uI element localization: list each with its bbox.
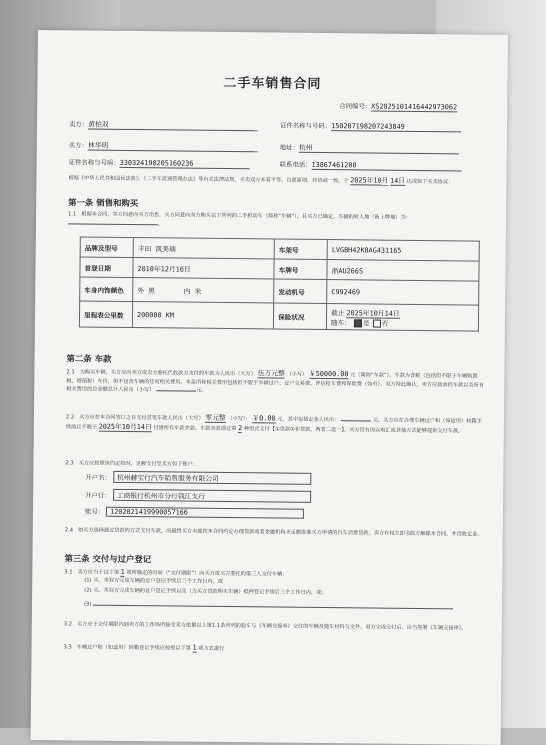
mileage-value: 200000 KM [132,302,273,329]
clause-3-1-option-3 [84,601,453,613]
color-value [133,278,274,303]
contract-number [339,101,457,111]
clause-text: 元。买方应在办理车辆过户和（如适用）转籍手续前且不晚于 [65,417,482,431]
bank-row [85,489,313,503]
contract-number-label: 合同编号： [339,102,372,111]
clause-1-1 [68,210,488,232]
insurance-value [327,304,479,332]
clause-2-3 [65,459,198,469]
mileage-label: 里程表公里数 [79,301,132,328]
plate-label: 车牌号 [274,259,327,280]
buyer-cert-number: 330324198205160236 [120,159,250,169]
document-title: 二手车销售合同 [223,75,322,92]
clause-text: 项方式进行 [198,645,225,652]
buyer-cert-label: 证件名称与号码： [68,158,120,167]
address-label: 地址： [279,143,299,152]
clause-text: （小写） [286,371,308,378]
seller-cert-label: 证件名称与号码： [279,121,332,131]
brand-label: 品牌及型号 [80,237,133,258]
contract-page [31,30,508,745]
insurance-with-label: 随车： [331,318,351,327]
clause-text: 元。 [196,387,207,394]
clause-text: 元（简称“车款”）。车款为含税（包括但不限于车辆购置税、增值税）车价，但不包含车辆的任何相关费用。本条所称相关费用包括但不限于车辆过户、过户交易费、评估检车费和保险费（如有）。双方特此确认，卖方应就承担车款以及所有相关费用的总金额总计人民币（小写） [66,372,484,394]
clause-text: 卖方应当于以下第 [77,569,120,576]
clause-number: 2.2 [65,414,75,421]
first-payment-upper: 零元整 [205,413,226,422]
price-upper: 伍万元整 [257,369,285,378]
buyer-name: 林华明 [88,140,258,153]
reg-date-value: 2010年12月16日 [133,258,274,279]
preamble-text: 根据《中华人民共和国民法典》、《二手车流通管理办法》等有关法律法规，买卖双方本着平等、自愿原则，经协商一致，于 [68,175,349,185]
clause-end: 。 [157,220,164,227]
preamble [68,173,488,187]
seller-row [69,118,258,131]
account-number-value: 1202021419990057166 [106,507,304,519]
insurance-until-label: 截止 [331,308,345,317]
clause-2-1 [66,367,486,398]
seller-name: 黄柏双 [88,119,258,132]
checkbox-no-label: 否 [381,319,389,328]
clause-number: 2.3 [65,460,74,467]
preamble-date: 2025年10月 [350,176,389,185]
clause-number: 1.1 [68,211,77,218]
account-name-row [85,471,313,485]
clause-3-1-option-2: (2) 买、卖双方完成车辆的过户登记手续以及（为买方贷款购买车辆）抵押登记手续后三个工作日内，或； [84,587,327,597]
clause-2-2 [66,412,486,436]
preamble-date-day: 14日 [389,176,406,185]
buyer-cert-row [69,157,250,169]
section-2-heading: 第二条 车款 [66,353,112,364]
checkbox-yes-label: 是 [362,318,370,327]
reg-date-label: 首登日期 [80,257,133,278]
bank-label: 开户行： [85,491,111,500]
clause-2-4 [65,526,485,539]
clause-text: 项所确定的时间（“交付期限”）向买方或买方委托的第三人交付车辆： [126,569,288,578]
vin-value: LVGBH42K8AG431165 [327,240,479,262]
vehicle-info-table [79,236,480,331]
clause-text: 车辆过户和（如适用）转籍登记手续应按照以下第 [76,644,191,652]
clause-text: 买方应按照该约定按时、足额支付至卖方如下账户： [78,460,199,468]
section-1-heading: 第一条 销售和购买 [68,197,139,209]
clause-number: 2.1 [66,369,75,376]
clause-number: 3.3 [63,644,72,651]
clause-number: 2.4 [64,527,74,534]
first-payment-lower: ￥0.00 [252,414,276,423]
address-row [280,142,459,155]
transfer-option: 1 [192,643,197,652]
clause-number: 3.2 [63,621,73,628]
clause-text: （小写）： [227,416,251,423]
address-value: 杭州 [299,142,459,155]
checkbox-yes[interactable] [354,319,362,327]
clause-3-2 [64,620,484,633]
price-lower: ￥50000.00 [308,369,349,379]
buyer-row [69,139,258,152]
color-label: 车身内饰颜色 [80,277,133,302]
clause-text: 根据本合同，卖方同意向买方出售，买方同意向卖方购买以下所列的二手机动车（简称“车辆”），且买方已确定，车辆的转入地（新上牌地）为： [81,211,411,221]
contract-number-value: XS2025101416442973062 [371,102,458,112]
phone-label: 联系电话： [279,160,312,169]
account-number-row [85,507,306,519]
clause-text: 种形式支付【①贷款②非贷款，两者二选一】。买方没有因以电汇或其他方式能够提供交付车款。 [243,425,464,435]
seller-cert-number: 150207198207243849 [331,122,461,132]
account-number-label: 账号： [84,507,105,516]
brand-value: 丰田 凯美瑞 [133,238,274,259]
color-inner: 内 米 [183,287,202,296]
payment-method: 2 [238,423,243,432]
clause-text: 买方应于交付期限内到卖方的工作场所接受卖方依据以上第1.1条所列的验车与《车辆交接单》交付的车辆及随车材料与文件。双方完成交付后，应当签署《车辆交接单》。 [76,621,467,632]
checkbox-no[interactable] [373,319,381,327]
phone-value: 13867461200 [312,161,462,172]
phone-row [280,160,462,172]
account-name-label: 开户名： [85,473,111,482]
color-outer: 外 黑 [137,286,156,295]
engine-value: C992469 [327,280,479,306]
clause-3-3 [63,642,224,653]
section-3-heading: 第三条 交付与过户登记 [64,553,152,565]
engine-label: 发动机号 [274,279,327,304]
insurance-label: 保险状况 [274,303,327,330]
buyer-label: 买方： [68,141,89,150]
seller-label: 卖方： [68,120,89,129]
table-row [79,301,478,331]
clause-text: 买方应在本合同签订之日支付首笔车款人民币（大写） [79,414,204,422]
bank-value: 工商银行杭州市分行钱江支行 [113,489,311,503]
vin-label: 车架号 [274,239,327,260]
clause-text: 为购买车辆，买方应向卖方或卖方委托代收款方支付的车款为人民币（大写） [79,369,257,378]
final-payment-date: 2025年10月14日 [98,422,152,431]
clause-text: 付清所有车款余款。车款余款通过第 [153,424,237,432]
clause-text: 元，其中包括定金人民币： [277,416,340,424]
delivery-option: 1 [120,567,125,576]
clause-3-1-option-1: (1) 买、卖双方完成车辆的过户登记手续后三个工作日内，或 [84,577,223,585]
clause-number: 3.1 [64,569,73,576]
plate-value: 浙AU266S [327,260,479,282]
preamble-text-end: 达成如下买卖协议： [406,178,454,186]
account-name-value: 杭州赫宝行汽车销售服务有限公司 [113,471,311,485]
clause-text: 如买方选择通过贷款的方式支付车款，而最终买方未能按本合同约定办理贷款或者金融机构未足额批准买方申请的汽车消费贷款，卖方有权立即书面方解除本合同，并没收定金。 [77,527,483,538]
option-3-label: (3) [83,601,92,608]
seller-cert-row [280,121,461,133]
insurance-until-date: 2025年10月14日 [346,308,400,318]
